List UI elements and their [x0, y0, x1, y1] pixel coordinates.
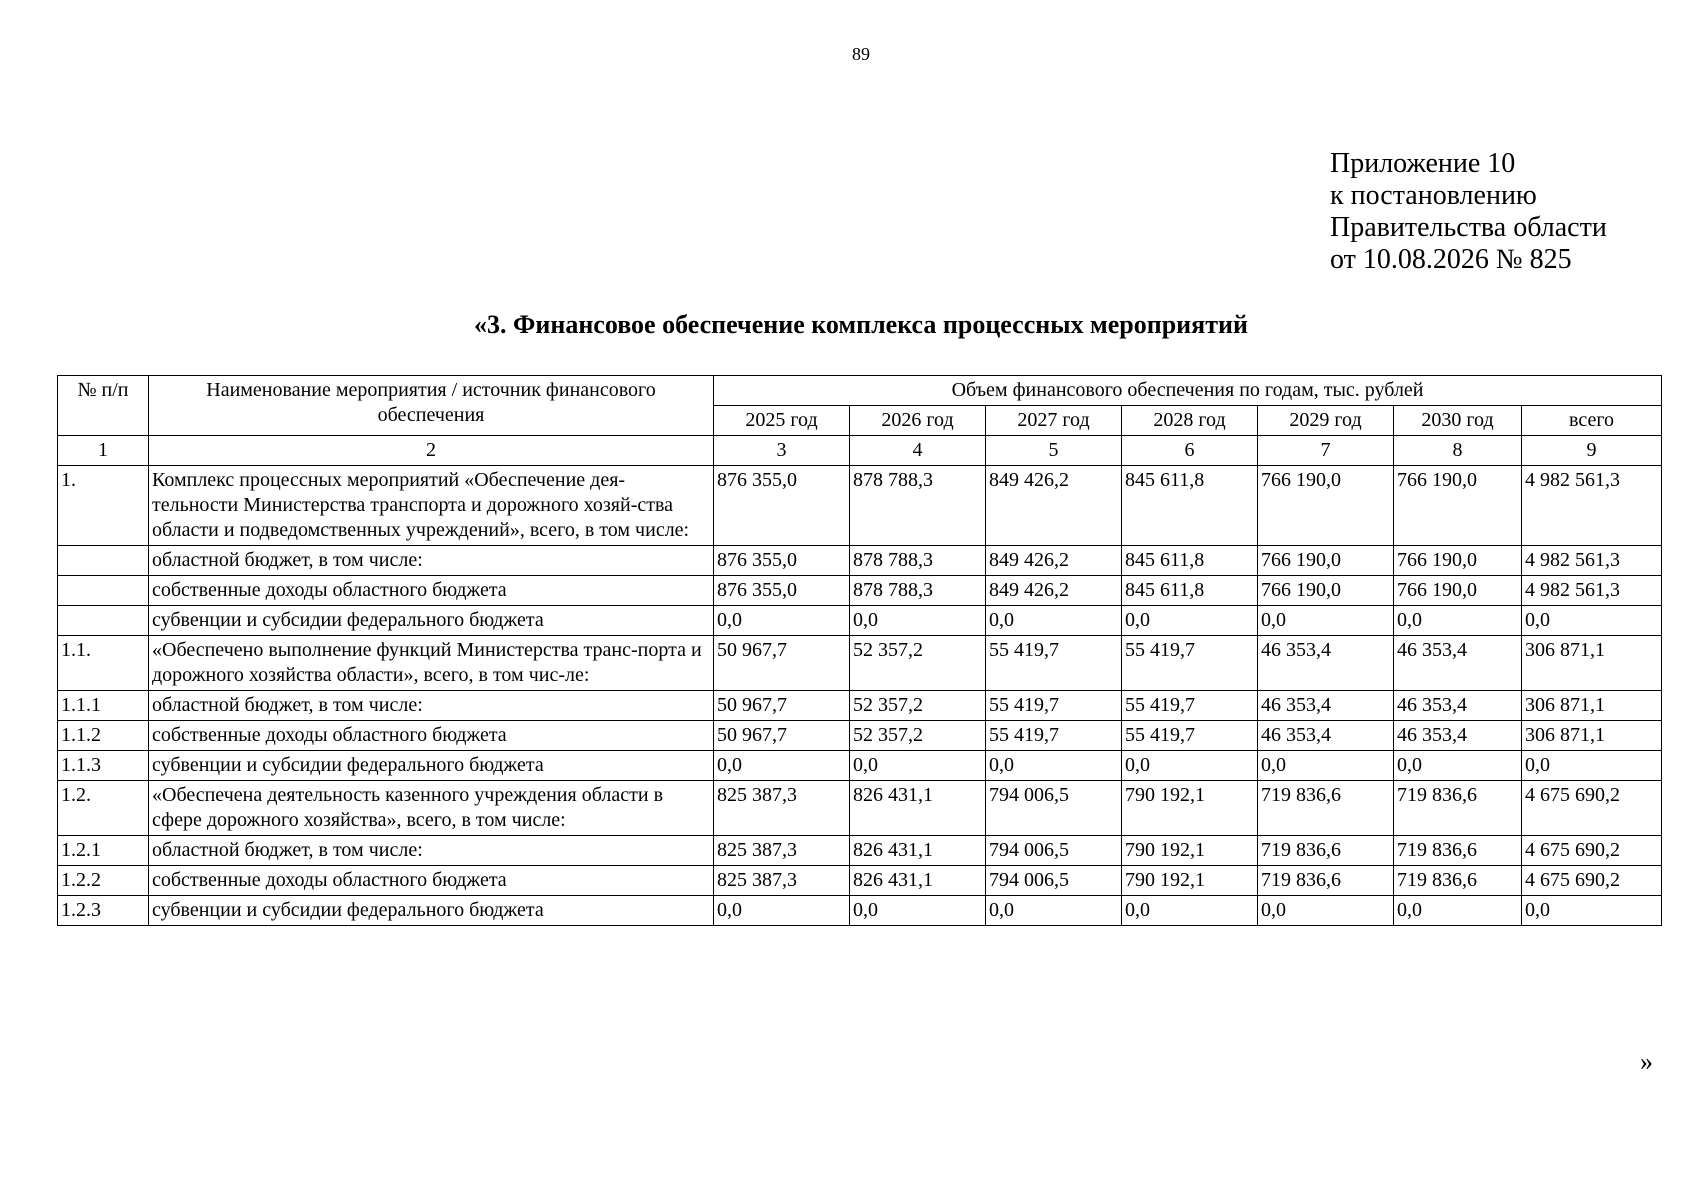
row-value: 878 788,3 — [850, 576, 986, 606]
row-value: 55 419,7 — [1122, 691, 1258, 721]
row-value: 55 419,7 — [986, 691, 1122, 721]
row-value: 766 190,0 — [1258, 466, 1394, 546]
row-name: «Обеспечена деятельность казенного учреждения области в сфере дорожного хозяйства», всего, в том числе: — [149, 781, 714, 836]
row-value: 719 836,6 — [1394, 866, 1522, 896]
row-value: 50 967,7 — [714, 636, 850, 691]
row-name: субвенции и субсидии федерального бюджета — [149, 751, 714, 781]
row-value: 0,0 — [986, 751, 1122, 781]
row-number: 1.1. — [58, 636, 149, 691]
column-number: 1 — [58, 436, 149, 466]
row-value: 0,0 — [714, 896, 850, 926]
appendix-line: от 10.08.2026 № 825 — [1330, 244, 1572, 275]
row-value: 46 353,4 — [1394, 721, 1522, 751]
column-number: 5 — [986, 436, 1122, 466]
document-title: «3. Финансовое обеспечение комплекса процессных мероприятий — [474, 310, 1248, 339]
row-value: 4 675 690,2 — [1522, 836, 1662, 866]
table-row — [58, 836, 1662, 866]
row-value: 790 192,1 — [1122, 781, 1258, 836]
page-number: 89 — [852, 44, 870, 64]
row-value: 0,0 — [1258, 751, 1394, 781]
header-year: 2029 год — [1258, 406, 1394, 436]
row-value: 0,0 — [1394, 606, 1522, 636]
row-value: 46 353,4 — [1258, 691, 1394, 721]
table-row — [58, 546, 1662, 576]
table-row — [58, 896, 1662, 926]
column-number: 8 — [1394, 436, 1522, 466]
appendix-line: Правительства области — [1330, 212, 1607, 243]
row-value: 0,0 — [1122, 606, 1258, 636]
row-value: 55 419,7 — [1122, 721, 1258, 751]
row-value: 794 006,5 — [986, 781, 1122, 836]
row-value: 719 836,6 — [1394, 836, 1522, 866]
header-volume: Объем финансового обеспечения по годам, тыс. рублей — [714, 376, 1662, 406]
row-value: 0,0 — [1522, 751, 1662, 781]
header-year: 2027 год — [986, 406, 1122, 436]
row-value: 306 871,1 — [1522, 721, 1662, 751]
row-number: 1. — [58, 466, 149, 546]
row-value: 766 190,0 — [1394, 546, 1522, 576]
row-value: 766 190,0 — [1258, 576, 1394, 606]
row-name: областной бюджет, в том числе: — [149, 691, 714, 721]
table-row — [58, 751, 1662, 781]
row-name: областной бюджет, в том числе: — [149, 836, 714, 866]
row-value: 876 355,0 — [714, 546, 850, 576]
row-value: 4 982 561,3 — [1522, 546, 1662, 576]
table-row — [58, 691, 1662, 721]
row-value: 0,0 — [850, 751, 986, 781]
row-value: 845 611,8 — [1122, 576, 1258, 606]
row-value: 0,0 — [1394, 896, 1522, 926]
row-value: 849 426,2 — [986, 466, 1122, 546]
header-year: 2025 год — [714, 406, 850, 436]
column-number: 7 — [1258, 436, 1394, 466]
row-value: 826 431,1 — [850, 866, 986, 896]
row-value: 0,0 — [850, 606, 986, 636]
appendix-line: к постановлению — [1330, 180, 1537, 211]
row-number: 1.1.2 — [58, 721, 149, 751]
header-year: 2028 год — [1122, 406, 1258, 436]
row-value: 50 967,7 — [714, 691, 850, 721]
row-value: 0,0 — [714, 606, 850, 636]
row-number: 1.2.1 — [58, 836, 149, 866]
table-row — [58, 606, 1662, 636]
row-value: 52 357,2 — [850, 721, 986, 751]
table-row — [58, 576, 1662, 606]
row-name: «Обеспечено выполнение функций Министерства транс-порта и дорожного хозяйства области», всего, в том чис-ле: — [149, 636, 714, 691]
header-year: всего — [1522, 406, 1662, 436]
header-year: 2030 год — [1394, 406, 1522, 436]
row-value: 55 419,7 — [1122, 636, 1258, 691]
row-number — [58, 576, 149, 606]
appendix-block — [1330, 148, 1607, 276]
row-value: 719 836,6 — [1394, 781, 1522, 836]
row-name: собственные доходы областного бюджета — [149, 721, 714, 751]
row-value: 4 675 690,2 — [1522, 866, 1662, 896]
row-value: 0,0 — [986, 896, 1122, 926]
column-number: 4 — [850, 436, 986, 466]
row-value: 719 836,6 — [1258, 781, 1394, 836]
appendix-line: Приложение 10 — [1330, 148, 1516, 179]
row-value: 794 006,5 — [986, 866, 1122, 896]
row-value: 0,0 — [1394, 751, 1522, 781]
row-value: 878 788,3 — [850, 466, 986, 546]
table-row — [58, 721, 1662, 751]
row-value: 766 190,0 — [1394, 466, 1522, 546]
row-value: 0,0 — [850, 896, 986, 926]
row-number: 1.1.1 — [58, 691, 149, 721]
row-value: 55 419,7 — [986, 721, 1122, 751]
row-value: 876 355,0 — [714, 466, 850, 546]
row-number — [58, 546, 149, 576]
column-number: 6 — [1122, 436, 1258, 466]
header-name: Наименование мероприятия / источник финансового обеспечения — [149, 376, 714, 436]
row-value: 4 675 690,2 — [1522, 781, 1662, 836]
row-name: Комплекс процессных мероприятий «Обеспечение дея-тельности Министерства транспорта и дорожного хозяй-ства области и подведомственных учреждений», всего, в том числе: — [149, 466, 714, 546]
row-value: 876 355,0 — [714, 576, 850, 606]
row-value: 766 190,0 — [1394, 576, 1522, 606]
header-number: № п/п — [58, 376, 149, 436]
row-value: 0,0 — [1258, 606, 1394, 636]
row-value: 0,0 — [1522, 896, 1662, 926]
row-value: 0,0 — [986, 606, 1122, 636]
row-value: 825 387,3 — [714, 781, 850, 836]
row-value: 878 788,3 — [850, 546, 986, 576]
row-value: 4 982 561,3 — [1522, 576, 1662, 606]
row-value: 50 967,7 — [714, 721, 850, 751]
row-value: 790 192,1 — [1122, 866, 1258, 896]
row-value: 826 431,1 — [850, 781, 986, 836]
table-row — [58, 466, 1662, 546]
row-value: 306 871,1 — [1522, 691, 1662, 721]
row-value: 790 192,1 — [1122, 836, 1258, 866]
table-row — [58, 781, 1662, 836]
row-value: 46 353,4 — [1258, 721, 1394, 751]
row-value: 849 426,2 — [986, 546, 1122, 576]
row-value: 825 387,3 — [714, 866, 850, 896]
row-value: 719 836,6 — [1258, 866, 1394, 896]
row-value: 845 611,8 — [1122, 466, 1258, 546]
row-number — [58, 606, 149, 636]
row-name: собственные доходы областного бюджета — [149, 576, 714, 606]
closing-quote: » — [1640, 1047, 1653, 1076]
row-value: 52 357,2 — [850, 636, 986, 691]
column-number: 3 — [714, 436, 850, 466]
row-number: 1.1.3 — [58, 751, 149, 781]
row-value: 0,0 — [1122, 751, 1258, 781]
row-value: 849 426,2 — [986, 576, 1122, 606]
row-number: 1.2.2 — [58, 866, 149, 896]
row-name: областной бюджет, в том числе: — [149, 546, 714, 576]
row-name: субвенции и субсидии федерального бюджета — [149, 606, 714, 636]
row-value: 0,0 — [1258, 896, 1394, 926]
row-value: 794 006,5 — [986, 836, 1122, 866]
row-value: 719 836,6 — [1258, 836, 1394, 866]
row-value: 0,0 — [1122, 896, 1258, 926]
row-value: 826 431,1 — [850, 836, 986, 866]
row-value: 46 353,4 — [1394, 636, 1522, 691]
table-row — [58, 636, 1662, 691]
row-value: 825 387,3 — [714, 836, 850, 866]
row-value: 845 611,8 — [1122, 546, 1258, 576]
row-value: 306 871,1 — [1522, 636, 1662, 691]
row-value: 55 419,7 — [986, 636, 1122, 691]
row-value: 46 353,4 — [1258, 636, 1394, 691]
table-row — [58, 866, 1662, 896]
column-number: 2 — [149, 436, 714, 466]
row-value: 0,0 — [714, 751, 850, 781]
header-year: 2026 год — [850, 406, 986, 436]
row-value: 46 353,4 — [1394, 691, 1522, 721]
row-value: 4 982 561,3 — [1522, 466, 1662, 546]
row-value: 0,0 — [1522, 606, 1662, 636]
row-name: собственные доходы областного бюджета — [149, 866, 714, 896]
row-name: субвенции и субсидии федерального бюджета — [149, 896, 714, 926]
column-number: 9 — [1522, 436, 1662, 466]
row-number: 1.2.3 — [58, 896, 149, 926]
row-value: 766 190,0 — [1258, 546, 1394, 576]
row-value: 52 357,2 — [850, 691, 986, 721]
row-number: 1.2. — [58, 781, 149, 836]
financing-table — [57, 375, 1662, 926]
